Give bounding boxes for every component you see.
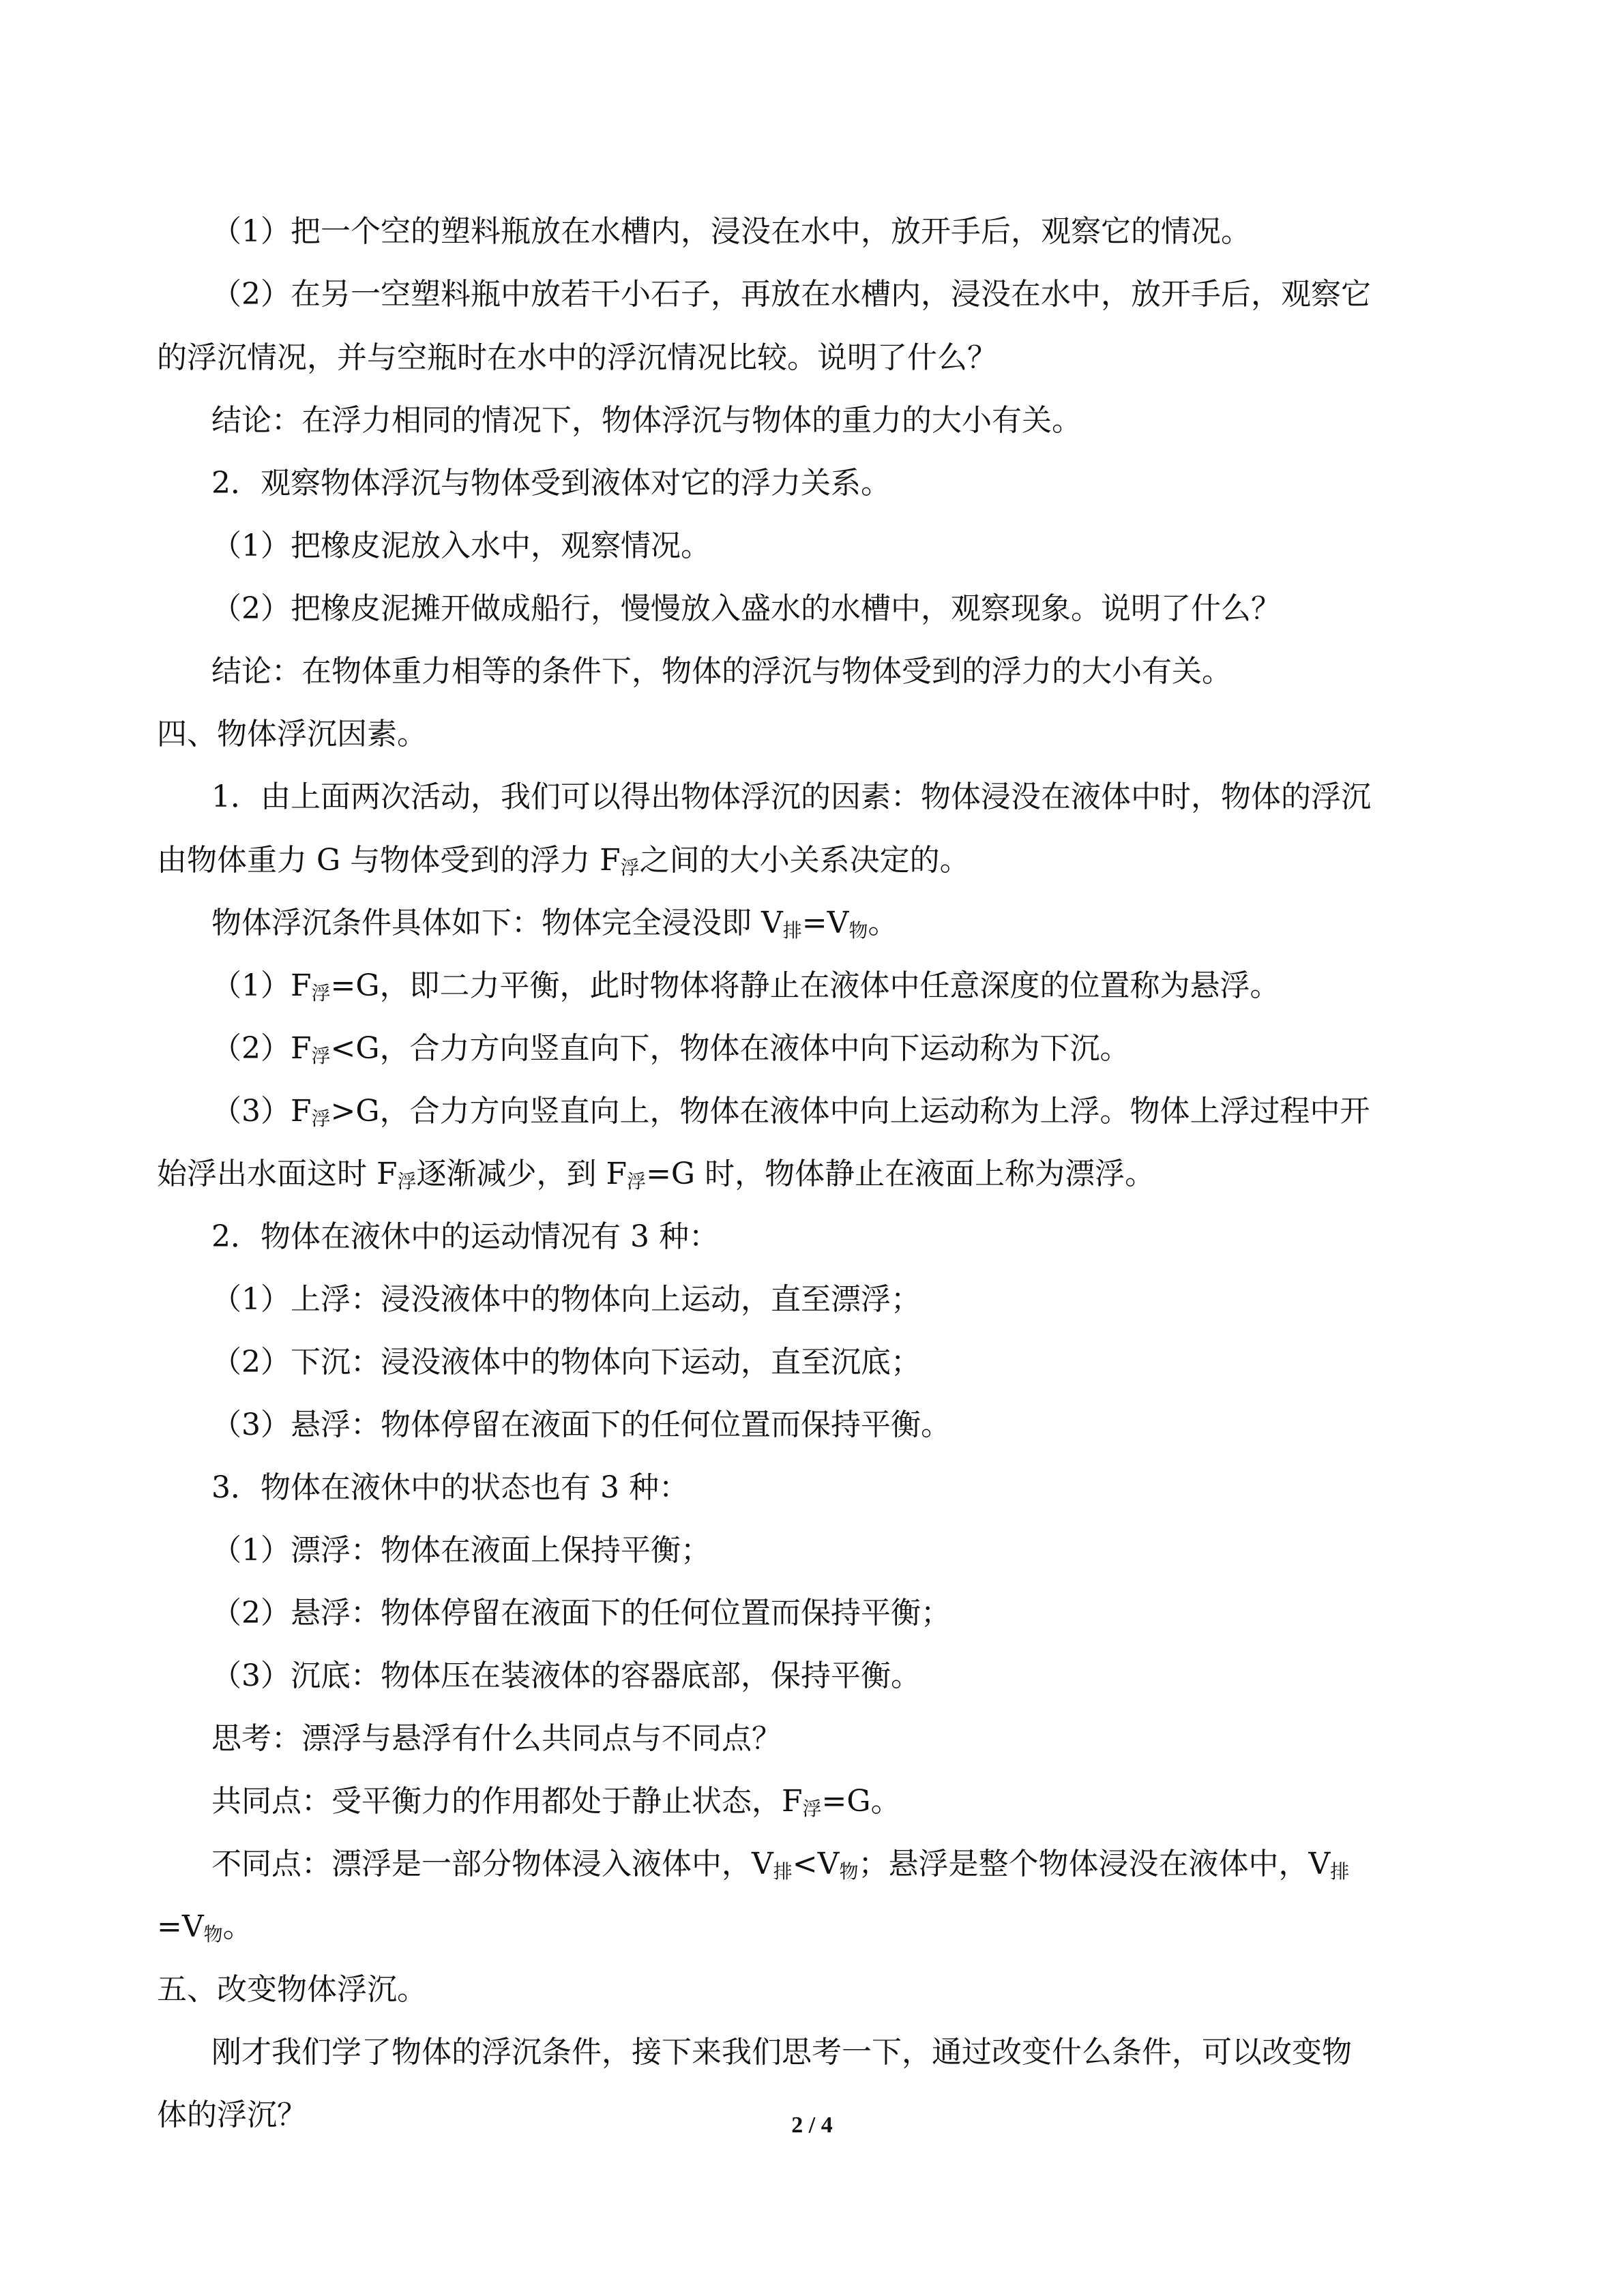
text-line: （3）悬浮：物体停留在液面下的任何位置而保持平衡。 (211, 1407, 951, 1442)
text-line: （2）悬浮：物体停留在液面下的任何位置而保持平衡； (211, 1596, 951, 1630)
text-line: （3）沉底：物体压在装液体的容器底部，保持平衡。 (211, 1658, 921, 1693)
text-line: 结论：在物体重力相等的条件下，物体的浮沉与物体受到的浮力的大小有关。 (211, 654, 1232, 689)
text-line: 不同点：漂浮是一部分物体浸入液体中，$V_排<V_物$；悬浮是整个物体浸没在液体中，$V_排$ (211, 1847, 1350, 1883)
text-line: $(3)F_浮>G$，合力方向竖直向上，物体在液体中向上运动称为上浮。物体上浮过程中开 (211, 1094, 1370, 1130)
text-line: （1）漂浮：物体在液面上保持平衡； (211, 1533, 711, 1568)
page-number: 2 / 4 (791, 2113, 833, 2138)
section-heading: 五、改变物体浮沉。 (157, 1972, 427, 2007)
text-line: 3．物体在液休中的状态也有 3 种： (211, 1470, 689, 1505)
text-line: 始浮出水面这时 $F_浮$逐渐减少，到 $F_浮=G$ 时，物体静止在液面上称为漂浮。 (157, 1157, 1155, 1193)
text-line: （2）把橡皮泥摊开做成船行，慢慢放入盛水的水槽中，观察现象。说明了什么？ (211, 591, 1281, 626)
text-line: （1）把橡皮泥放入水中，观察情况。 (211, 528, 711, 563)
text-line: $=V_物$。 (157, 1909, 253, 1945)
text-line: （2）下沉：浸没液体中的物体向下运动，直至沉底； (211, 1345, 921, 1380)
text-line: 2．物体在液休中的运动情况有 3 种： (211, 1219, 719, 1254)
text-line: 2．观察物体浮沉与物体受到液体对它的浮力关系。 (211, 466, 891, 501)
text-line: （2）在另一空塑料瓶中放若干小石子，再放在水槽内，浸没在水中，放开手后，观察它 (211, 277, 1371, 312)
text-line: 思考：漂浮与悬浮有什么共同点与不同点？ (211, 1721, 782, 1756)
section-heading: 四、物体浮沉因素。 (157, 717, 427, 751)
text-line: 物体浮沉条件具体如下：物体完全浸没即 $V_排=V_物$。 (211, 906, 898, 942)
text-line: 体的浮沉？ (157, 2098, 307, 2132)
text-line: 的浮沉情况，并与空瓶时在水中的浮沉情况比较。说明了什么？ (157, 340, 997, 375)
text-line: （1）把一个空的塑料瓶放在水槽内，浸没在水中，放开手后，观察它的情况。 (211, 214, 1251, 249)
text-line: $(2)F_浮<G$，合力方向竖直向下，物体在液体中向下运动称为下沉。 (211, 1031, 1130, 1067)
text-line: （1）上浮：浸没液体中的物体向上运动，直至漂浮； (211, 1282, 921, 1317)
text-line: $(1)F_浮=G$，即二力平衡，此时物体将静止在液体中任意深度的位置称为悬浮。 (211, 968, 1280, 1004)
text-line: 1．由上面两次活动，我们可以得出物体浮沉的因素：物体浸没在液体中时，物体的浮沉 (211, 779, 1371, 814)
text-line: 刚才我们学了物体的浮沉条件，接下来我们思考一下，通过改变什么条件，可以改变物 (211, 2035, 1352, 2070)
text-line: 共同点：受平衡力的作用都处于静止状态，$F_浮=G$。 (211, 1784, 901, 1820)
text-line: 结论：在浮力相同的情况下，物体浮沉与物体的重力的大小有关。 (211, 403, 1082, 438)
text-line: 由物体重力 G 与物体受到的浮力 $F_浮$之间的大小关系决定的。 (157, 843, 970, 879)
